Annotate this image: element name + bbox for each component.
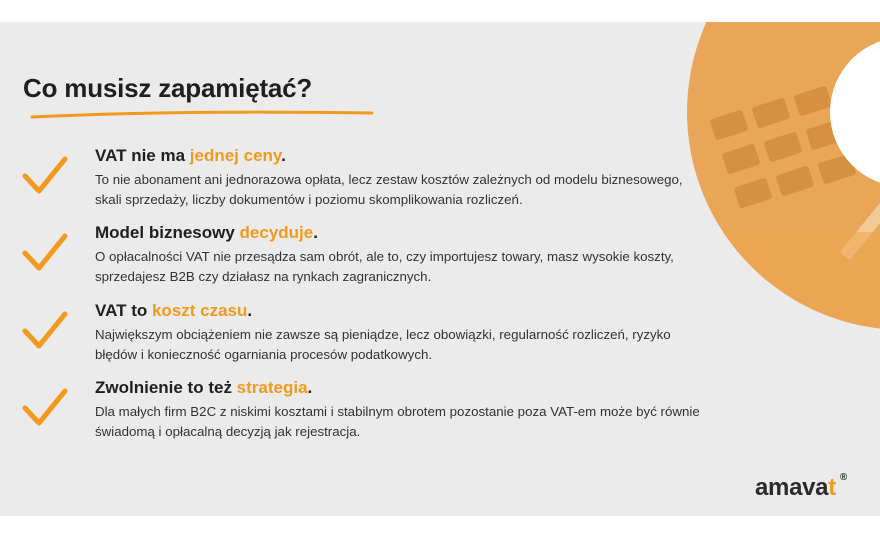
item-highlight: decyduje bbox=[239, 223, 314, 242]
item-highlight: strategia bbox=[236, 378, 308, 397]
item-highlight: koszt czasu bbox=[151, 301, 248, 320]
slide bbox=[0, 22, 880, 516]
item-heading: Zwolnienie to też strategia. bbox=[95, 378, 313, 397]
item-description: O opłacalności VAT nie przesądza sam obrót, ale to, czy importujesz towary, masz wysokie koszty, sprzedajesz B2B czy działasz na rynkach zagranicznych. bbox=[95, 249, 674, 284]
item-heading: VAT nie ma jednej ceny. bbox=[95, 146, 286, 165]
title-underline bbox=[30, 107, 375, 121]
item-description: To nie abonament ani jednorazowa opłata, lecz zestaw kosztów zależnych od modelu biznesowego, skali sprzedaży, liczby dokumentów i poziomu skomplikowania rozliczeń. bbox=[95, 172, 683, 207]
item-highlight: jednej ceny bbox=[189, 146, 282, 165]
registered-mark: ® bbox=[839, 472, 847, 483]
item-heading: VAT to koszt czasu. bbox=[95, 301, 253, 320]
checkmark-icon bbox=[22, 388, 68, 428]
item-description: Największym obciążeniem nie zawsze są pieniądze, lecz obowiązki, regularność rozliczeń, ryzyko błędów i konieczność ogarniania procesów podatkowych. bbox=[95, 327, 671, 362]
item-description: Dla małych firm B2C z niskimi kosztami i stabilnym obrotem pozostanie poza VAT-em może być równie świadomą i opłacalną decyzją jak rejestracja. bbox=[95, 404, 700, 439]
item-heading: Model biznesowy decyduje. bbox=[95, 223, 318, 242]
checkmark-icon bbox=[22, 233, 68, 273]
amavat-logo: amavat ® bbox=[755, 472, 847, 501]
checkmark-icon bbox=[22, 156, 68, 196]
checkmark-icon bbox=[22, 311, 68, 351]
page-title: Co musisz zapamiętać? bbox=[23, 73, 313, 103]
